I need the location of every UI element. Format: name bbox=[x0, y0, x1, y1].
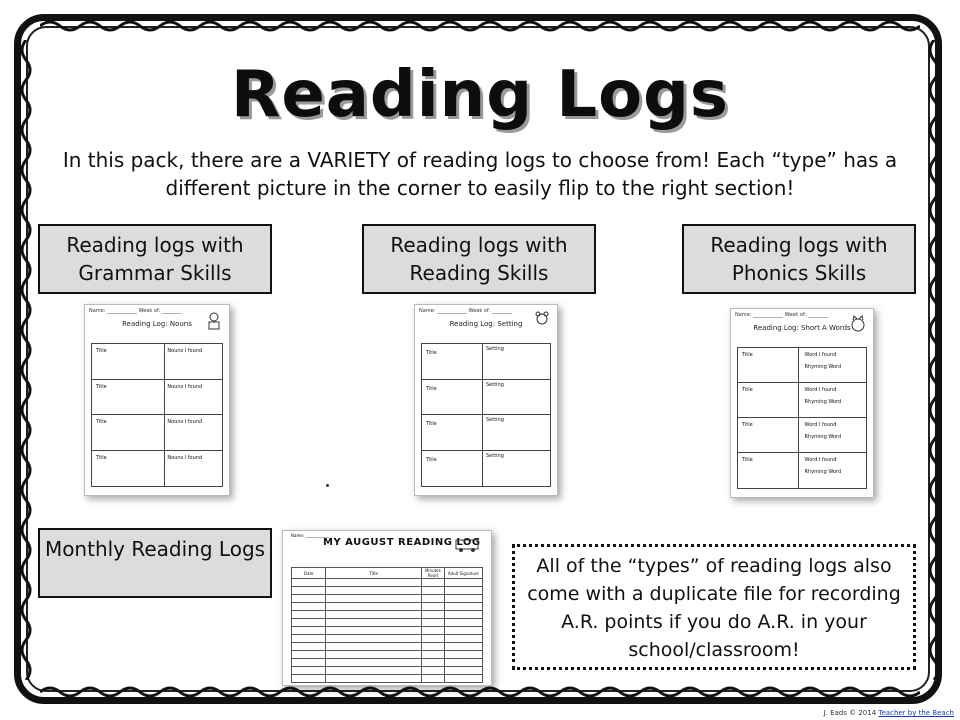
thumb-right-label: Rhyming Word bbox=[804, 399, 842, 405]
wavy-border-right bbox=[926, 40, 942, 680]
bus-icon bbox=[455, 537, 481, 553]
thumbnail-short-a-log bbox=[730, 308, 874, 498]
thumb-title: MY AUGUST READING LOG bbox=[323, 537, 481, 548]
category-grammar-skills: Reading logs with Grammar Skills bbox=[38, 224, 272, 294]
thumb-left-label: Title bbox=[426, 350, 437, 356]
thumb-right-label: Setting bbox=[486, 381, 504, 388]
thumb-left-label: Title bbox=[426, 456, 437, 463]
thumb-right-label: Nouns I found bbox=[167, 348, 203, 354]
thumb-header: Name: ____________ Week of: ________ bbox=[89, 308, 182, 314]
thumbnail-nouns-log bbox=[84, 304, 230, 496]
thumb-grid bbox=[91, 343, 223, 487]
thumb-grid bbox=[421, 343, 551, 487]
col-header: Minutes Read bbox=[421, 568, 444, 579]
intro-text: In this pack, there are a VARIETY of reading logs to choose from! Each “type” has a different picture in the corner to easily flip to the right section! bbox=[62, 148, 898, 200]
page-title: Reading Logs bbox=[231, 58, 729, 132]
wavy-border-top bbox=[40, 18, 920, 34]
thumb-left-label: Title bbox=[96, 419, 107, 425]
category-monthly-logs: Monthly Reading Logs bbox=[38, 528, 272, 598]
thumb-right-label: Word I found bbox=[804, 422, 837, 428]
thumb-left-label: Title bbox=[742, 352, 753, 358]
thumb-left-label: Title bbox=[742, 422, 753, 428]
monthly-table bbox=[291, 567, 483, 683]
ar-points-note: All of the “types” of reading logs also come with a duplicate file for recording A.R. points if you do A.R. in your school/classroom! bbox=[512, 544, 916, 670]
thumb-right-label: Word I found bbox=[804, 387, 837, 393]
thumb-title: Reading Log: Setting bbox=[449, 320, 523, 328]
thumb-header: Name: ____________ Week of: ________ bbox=[735, 312, 828, 318]
thumb-left-label: Title bbox=[426, 385, 437, 392]
thumb-right-label: Nouns I found bbox=[167, 419, 203, 425]
stray-dot bbox=[326, 484, 329, 487]
credit-link[interactable]: Teacher by the Beach bbox=[878, 709, 954, 717]
thumb-grid bbox=[737, 347, 867, 489]
cat-icon bbox=[849, 315, 867, 335]
thumb-right-label: Rhyming Word bbox=[804, 434, 842, 440]
thumb-title: Reading Log: Nouns bbox=[122, 320, 192, 328]
thumb-header: Name: ____________ Week of: ________ bbox=[419, 308, 512, 314]
wavy-border-left bbox=[18, 40, 34, 680]
col-header: Title bbox=[326, 568, 422, 579]
thumb-right-label: Word I found bbox=[804, 352, 837, 358]
thumb-title: Reading Log: Short A Words bbox=[753, 324, 851, 332]
thumb-right-label: Word I found bbox=[804, 457, 837, 463]
thumb-left-label: Title bbox=[96, 454, 107, 461]
thumb-left-label: Title bbox=[96, 383, 107, 390]
col-header: Adult Signature bbox=[444, 568, 482, 579]
thumb-right-label: Rhyming Word bbox=[804, 364, 842, 370]
kid-reading-icon bbox=[205, 311, 223, 331]
thumb-right-label: Setting bbox=[486, 452, 504, 459]
thumb-right-label: Rhyming Word bbox=[804, 469, 842, 475]
thumb-right-label: Setting bbox=[486, 346, 504, 352]
category-reading-skills: Reading logs with Reading Skills bbox=[362, 224, 596, 294]
wavy-border-bottom bbox=[40, 684, 920, 700]
thumbnail-setting-log bbox=[414, 304, 558, 496]
thumb-left-label: Title bbox=[742, 387, 753, 393]
thumb-header: Name: ____________ bbox=[291, 533, 330, 538]
thumb-left-label: Title bbox=[742, 457, 753, 463]
category-phonics-skills: Reading logs with Phonics Skills bbox=[682, 224, 916, 294]
thumb-left-label: Title bbox=[426, 421, 437, 427]
bear-reading-icon bbox=[533, 311, 551, 331]
credit-line bbox=[824, 709, 954, 717]
thumb-right-label: Nouns I found bbox=[167, 383, 203, 390]
thumb-right-label: Nouns I found bbox=[167, 454, 203, 461]
thumb-right-label: Setting bbox=[486, 417, 504, 423]
col-header: Date bbox=[292, 568, 326, 579]
thumbnail-monthly-log bbox=[282, 530, 492, 686]
credit-prefix: J. Eads © 2014 bbox=[823, 709, 877, 717]
thumb-left-label: Title bbox=[96, 348, 107, 354]
